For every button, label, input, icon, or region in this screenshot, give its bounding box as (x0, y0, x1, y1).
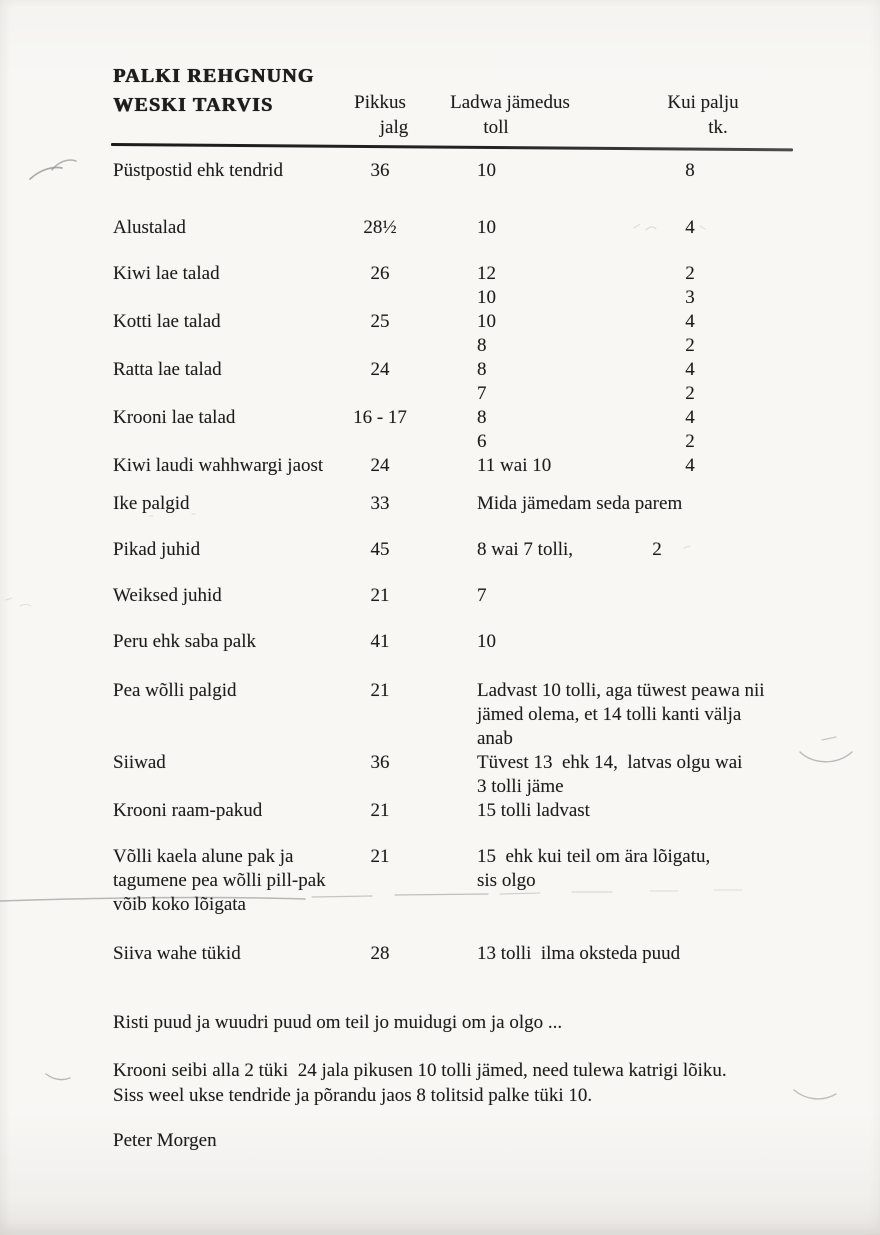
row-label: Ratta lae talad (113, 359, 222, 380)
table-row (113, 454, 803, 478)
row-pikkus: 41 (370, 631, 390, 652)
column-header-line: Ladwa jämedus (450, 92, 570, 113)
row-pikkus: 45 (370, 539, 390, 560)
row-pikkus: 36 (370, 752, 390, 773)
column-header-unit: toll (483, 117, 509, 138)
pen-mark-bottom-right (794, 1090, 836, 1099)
row-ladwa: Tüvest 13 ehk 14, latvas olgu wai (477, 752, 743, 773)
row-pikkus: 24 (370, 359, 390, 380)
table-row (113, 492, 803, 516)
row-ladwa: 10 (477, 160, 496, 181)
row-tk: 4 (685, 455, 695, 476)
table-subrow (113, 775, 803, 799)
row-label: tagumene pea wõlli pill-pak (113, 870, 326, 891)
pen-mark-top-left (30, 167, 62, 179)
row-ladwa: 10 (477, 311, 496, 332)
row-ladwa: 10 (477, 217, 496, 238)
table-subrow (113, 869, 803, 893)
row-ladwa: 3 tolli jäme (477, 776, 564, 797)
row-ladwa: 10 (477, 287, 496, 308)
row-pikkus: 33 (370, 493, 390, 514)
row-ladwa: jämed olema, et 14 tolli kanti välja (477, 704, 742, 725)
table-subrow (113, 893, 803, 917)
row-label: Pea wõlli palgid (113, 680, 237, 701)
row-pikkus: 21 (370, 846, 390, 867)
row-tk: 2 (685, 335, 695, 356)
signature: Peter Morgen (113, 1130, 217, 1151)
table-row (113, 630, 803, 654)
table-row (113, 584, 803, 608)
row-ladwa: 8 (477, 359, 487, 380)
row-label: Krooni lae talad (113, 407, 236, 428)
title-line-2: WESKI TARVIS (113, 94, 274, 116)
row-ladwa: Mida jämedam seda parem (477, 493, 683, 514)
row-label: Kiwi laudi wahhwargi jaost (113, 455, 324, 476)
row-tk: 2 (652, 539, 662, 560)
row-tk: 4 (685, 217, 695, 238)
row-ladwa: 11 wai 10 (477, 455, 552, 476)
column-header-ladwa-jamedus (415, 90, 605, 140)
row-ladwa: Ladvast 10 tolli, aga tüwest peawa nii (477, 680, 765, 701)
row-ladwa: 12 (477, 263, 496, 284)
row-ladwa: 6 (477, 431, 487, 452)
table-row (113, 216, 803, 240)
table-row (113, 310, 803, 334)
row-label: Siiwad (113, 752, 166, 773)
row-label: Peru ehk saba palk (113, 631, 256, 652)
row-pikkus: 28 (370, 943, 390, 964)
table-subrow (113, 334, 803, 358)
row-tk: 4 (685, 407, 695, 428)
row-pikkus: 24 (370, 455, 390, 476)
row-ladwa: anab (477, 728, 513, 749)
row-ladwa: 7 (477, 585, 487, 606)
row-label: Pikad juhid (113, 539, 201, 560)
document-title (113, 62, 314, 120)
row-pikkus: 28½ (363, 217, 397, 238)
note-paragraph: Risti puud ja wuudri puud om teil jo muidugi om ja olgo ... (113, 1012, 563, 1033)
row-ladwa: 15 tolli ladvast (477, 800, 590, 821)
row-tk: 3 (685, 287, 695, 308)
row-ladwa: 15 ehk kui teil om ära lõigatu, (477, 846, 711, 867)
column-header-unit: tk. (708, 117, 728, 138)
table-body (113, 159, 803, 966)
row-tk: 2 (685, 383, 695, 404)
row-label: Püstpostid ehk tendrid (113, 160, 283, 181)
row-label: Võlli kaela alune pak ja (113, 846, 294, 867)
row-pikkus: 21 (370, 800, 390, 821)
table-subrow (113, 430, 803, 454)
row-tk: 2 (685, 431, 695, 452)
row-label: võib koko lõigata (113, 894, 246, 915)
table-row (113, 406, 803, 430)
pen-mark-right-middle (822, 737, 836, 740)
row-pikkus: 25 (370, 311, 390, 332)
table-subrow (113, 703, 803, 727)
column-header-line: Kui palju (667, 92, 739, 113)
table-row (113, 799, 803, 823)
table-row (113, 845, 803, 869)
row-tk: 8 (685, 160, 695, 181)
table-subrow (113, 727, 803, 751)
column-header-kui-palju (643, 90, 763, 140)
row-ladwa: 8 (477, 335, 487, 356)
column-header-line: Pikkus (354, 92, 406, 113)
row-ladwa: 8 wai 7 tolli, (477, 539, 574, 560)
row-pikkus: 21 (370, 680, 390, 701)
row-ladwa: 13 tolli ilma oksteda puud (477, 943, 681, 964)
note-paragraph: Siss weel ukse tendride ja põrandu jaos 8 tolitsid palke tüki 10. (113, 1085, 593, 1106)
table-row (113, 751, 803, 775)
title-line-1: PALKI REHGNUNG (113, 65, 315, 87)
table-row (113, 159, 803, 183)
row-pikkus: 26 (370, 263, 390, 284)
table-row (113, 358, 803, 382)
row-label: Ike palgid (113, 493, 190, 514)
table-subrow (113, 286, 803, 310)
row-ladwa: sis olgo (477, 870, 536, 891)
row-label: Weiksed juhid (113, 585, 222, 606)
row-label: Alustalad (113, 217, 186, 238)
pen-mark-bottom-left (46, 1074, 70, 1080)
row-ladwa: 10 (477, 631, 496, 652)
row-pikkus: 16 - 17 (353, 407, 407, 428)
pen-mark-top-left (52, 160, 76, 170)
table-row (113, 679, 803, 703)
row-label: Krooni raam-pakud (113, 800, 263, 821)
row-tk: 4 (685, 311, 695, 332)
row-tk: 2 (685, 263, 695, 284)
row-ladwa: 8 (477, 407, 487, 428)
table-row (113, 262, 803, 286)
row-ladwa: 7 (477, 383, 487, 404)
table-subrow (113, 382, 803, 406)
row-label: Kiwi lae talad (113, 263, 220, 284)
row-label: Kotti lae talad (113, 311, 221, 332)
row-pikkus: 36 (370, 160, 390, 181)
note-paragraph: Krooni seibi alla 2 tüki 24 jala pikusen 10 tolli jämed, need tulewa katrigi lõiku. (113, 1060, 727, 1081)
pen-mark-right-middle (800, 752, 852, 762)
row-tk: 4 (685, 359, 695, 380)
table-row (113, 538, 803, 562)
row-label: Siiva wahe tükid (113, 943, 241, 964)
row-pikkus: 21 (370, 585, 390, 606)
table-header-rule (111, 143, 793, 151)
table-row (113, 942, 803, 966)
column-header-unit: jalg (379, 117, 409, 138)
